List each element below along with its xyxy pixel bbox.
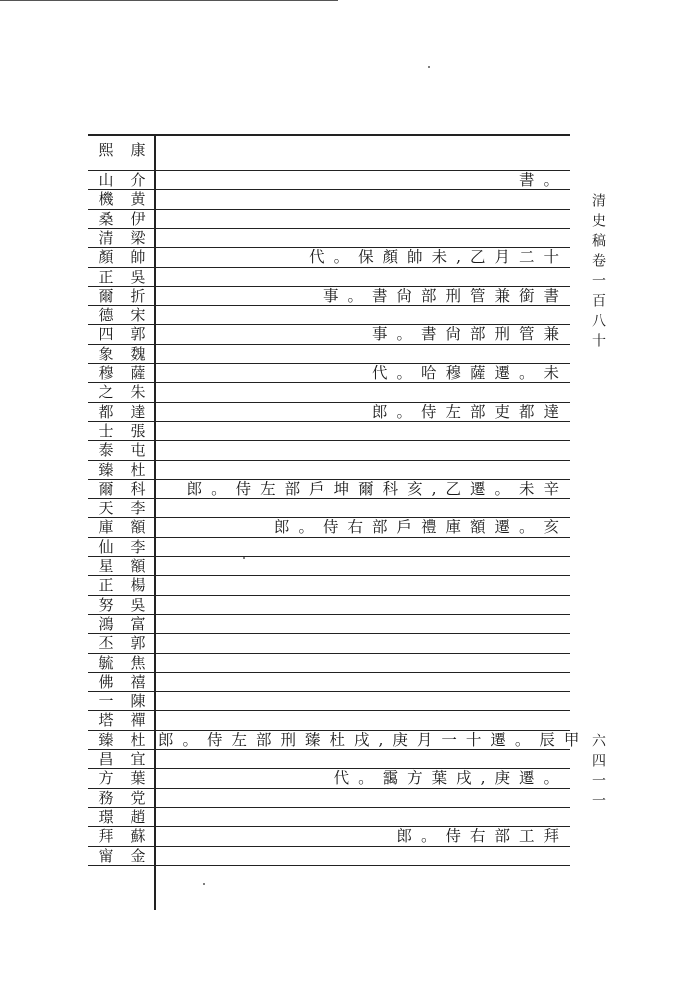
name-char-left: 塔 bbox=[98, 711, 114, 730]
name-cell bbox=[92, 384, 152, 401]
name-char-left: 正 bbox=[98, 576, 114, 595]
record-note: 郎。侍右部戶禮庫額遷。亥 bbox=[273, 518, 568, 537]
row-rule bbox=[88, 286, 570, 287]
name-char-left: 德 bbox=[98, 306, 114, 325]
name-char-right: 富 bbox=[130, 614, 146, 633]
name-char-right: 折 bbox=[130, 286, 146, 305]
row-rule bbox=[88, 595, 570, 596]
name-char-right: 金 bbox=[130, 846, 146, 865]
name-char-right: 梁 bbox=[130, 228, 146, 247]
official-table bbox=[88, 134, 589, 910]
name-char-left: 桑 bbox=[98, 209, 114, 228]
name-char-right: 陳 bbox=[130, 692, 146, 711]
name-cell bbox=[92, 809, 152, 826]
name-char-left: 丕 bbox=[98, 634, 114, 653]
row-rule bbox=[88, 344, 570, 345]
name-char-right: 科 bbox=[130, 479, 146, 498]
name-char-right: 伊 bbox=[130, 209, 146, 228]
name-char-right: 禧 bbox=[130, 672, 146, 691]
row-rule bbox=[88, 189, 570, 190]
name-char-left: 仙 bbox=[98, 537, 114, 556]
name-char-right: 蘇 bbox=[130, 827, 146, 846]
row-rule bbox=[88, 575, 570, 576]
name-cell bbox=[92, 269, 152, 286]
name-char-left: 正 bbox=[98, 267, 114, 286]
name-cell bbox=[92, 481, 152, 498]
name-char-left: 顏 bbox=[98, 248, 114, 267]
name-char-left: 清 bbox=[98, 228, 114, 247]
name-char-left: 士 bbox=[98, 421, 114, 440]
name-char-right: 李 bbox=[130, 499, 146, 518]
name-cell bbox=[92, 442, 152, 459]
scan-speck bbox=[428, 66, 430, 68]
name-cell bbox=[92, 462, 152, 479]
column-divider bbox=[154, 134, 156, 910]
row-rule bbox=[88, 672, 570, 673]
name-cell bbox=[92, 346, 152, 363]
name-char-right: 宜 bbox=[130, 750, 146, 768]
name-char-right: 趙 bbox=[130, 807, 146, 826]
name-char-left: 務 bbox=[98, 788, 114, 807]
record-note: 事。書尙部刑管兼 bbox=[371, 325, 568, 344]
name-char-right: 党 bbox=[130, 788, 146, 807]
name-cell bbox=[92, 635, 152, 652]
record-note: 郎。侍左部刑臻杜戌,庚月一十遷。辰甲 bbox=[158, 730, 589, 749]
name-char-right: 屯 bbox=[130, 441, 146, 460]
name-cell bbox=[92, 848, 152, 865]
row-rule bbox=[88, 730, 570, 731]
name-cell bbox=[92, 577, 152, 594]
name-cell bbox=[92, 770, 152, 787]
row-rule bbox=[88, 788, 570, 789]
row-rule bbox=[88, 807, 570, 808]
name-cell bbox=[92, 423, 152, 440]
page-number: 六四一一 bbox=[590, 733, 606, 813]
row-rule bbox=[88, 267, 570, 268]
name-char-left: 熙 bbox=[98, 141, 114, 159]
row-rule bbox=[88, 691, 570, 692]
row-rule bbox=[88, 402, 570, 403]
row-rule bbox=[88, 247, 570, 248]
row-rule bbox=[88, 846, 570, 847]
name-cell bbox=[92, 790, 152, 807]
name-char-left: 臻 bbox=[98, 730, 114, 749]
record-note: 書。 bbox=[518, 171, 568, 189]
name-char-right: 李 bbox=[130, 537, 146, 556]
name-char-left: 毓 bbox=[98, 653, 114, 672]
name-cell bbox=[92, 172, 152, 189]
name-char-right: 郭 bbox=[130, 325, 146, 344]
name-char-left: 佛 bbox=[98, 672, 114, 691]
row-rule bbox=[88, 556, 570, 557]
top-rule bbox=[0, 0, 338, 1]
name-char-right: 額 bbox=[130, 557, 146, 575]
row-rule bbox=[88, 826, 570, 827]
row-rule bbox=[88, 865, 570, 866]
record-note: 事。書尙部刑管兼銜書 bbox=[322, 286, 568, 305]
row-rule bbox=[88, 498, 570, 499]
name-char-right: 康 bbox=[130, 141, 146, 159]
name-cell bbox=[92, 655, 152, 672]
record-note: 代。靄方葉戌,庚遷。 bbox=[333, 769, 568, 788]
scan-speck bbox=[243, 557, 245, 559]
name-char-left: 璟 bbox=[98, 807, 114, 826]
name-cell bbox=[92, 211, 152, 228]
name-char-left: 甯 bbox=[98, 846, 114, 865]
name-cell bbox=[92, 712, 152, 729]
name-cell bbox=[92, 404, 152, 421]
name-char-right: 吳 bbox=[130, 595, 146, 614]
name-cell bbox=[92, 597, 152, 614]
row-rule bbox=[88, 363, 570, 364]
name-char-left: 一 bbox=[98, 692, 114, 711]
row-rule bbox=[88, 633, 570, 634]
name-cell bbox=[92, 249, 152, 266]
row-rule bbox=[88, 614, 570, 615]
record-note: 代。保顏帥未,乙月二十 bbox=[309, 248, 568, 267]
row-rule bbox=[88, 460, 570, 461]
running-title: 清史稿卷一百八十 bbox=[590, 193, 606, 353]
row-rule bbox=[88, 768, 570, 769]
scan-speck bbox=[203, 883, 205, 885]
name-cell bbox=[92, 616, 152, 633]
name-cell bbox=[92, 500, 152, 517]
name-char-right: 介 bbox=[130, 171, 146, 189]
record-note: 郎。侍左部戶坤爾科亥,乙遷。未辛 bbox=[186, 479, 568, 498]
name-char-right: 郭 bbox=[130, 634, 146, 653]
name-char-right: 魏 bbox=[130, 344, 146, 363]
name-cell bbox=[92, 230, 152, 247]
name-char-right: 葉 bbox=[130, 769, 146, 788]
name-char-right: 朱 bbox=[130, 383, 146, 402]
name-cell bbox=[92, 828, 152, 845]
name-cell bbox=[92, 693, 152, 710]
row-rule bbox=[88, 324, 570, 325]
name-cell bbox=[92, 539, 152, 556]
name-char-right: 楊 bbox=[130, 576, 146, 595]
name-char-left: 象 bbox=[98, 344, 114, 363]
table-top-rule bbox=[88, 134, 570, 136]
row-rule bbox=[88, 479, 570, 480]
name-char-right: 額 bbox=[130, 518, 146, 537]
name-char-left: 拜 bbox=[98, 827, 114, 846]
name-char-left: 庫 bbox=[98, 518, 114, 537]
row-rule bbox=[88, 170, 570, 171]
name-char-left: 天 bbox=[98, 499, 114, 518]
name-char-left: 都 bbox=[98, 402, 114, 421]
name-cell bbox=[92, 326, 152, 343]
row-rule bbox=[88, 710, 570, 711]
name-char-right: 帥 bbox=[130, 248, 146, 267]
row-rule bbox=[88, 517, 570, 518]
name-cell bbox=[92, 751, 152, 768]
row-rule bbox=[88, 209, 570, 210]
name-char-left: 爾 bbox=[98, 479, 114, 498]
name-cell bbox=[92, 732, 152, 749]
row-rule bbox=[88, 749, 570, 750]
name-char-left: 努 bbox=[98, 595, 114, 614]
name-char-left: 機 bbox=[98, 190, 114, 209]
row-rule bbox=[88, 653, 570, 654]
name-char-left: 泰 bbox=[98, 441, 114, 460]
row-rule bbox=[88, 440, 570, 441]
name-char-left: 爾 bbox=[98, 286, 114, 305]
name-cell bbox=[92, 674, 152, 691]
name-cell bbox=[92, 307, 152, 324]
name-char-right: 吳 bbox=[130, 267, 146, 286]
name-char-right: 達 bbox=[130, 402, 146, 421]
name-char-left: 山 bbox=[98, 171, 114, 189]
name-char-left: 四 bbox=[98, 325, 114, 344]
name-cell bbox=[92, 365, 152, 382]
name-char-right: 宋 bbox=[130, 306, 146, 325]
name-char-left: 鴻 bbox=[98, 614, 114, 633]
name-char-left: 之 bbox=[98, 383, 114, 402]
row-rule bbox=[88, 537, 570, 538]
name-cell bbox=[92, 191, 152, 208]
name-cell bbox=[92, 519, 152, 536]
name-char-right: 薩 bbox=[130, 364, 146, 382]
name-char-left: 星 bbox=[98, 557, 114, 575]
name-cell bbox=[92, 142, 152, 159]
name-cell bbox=[92, 288, 152, 305]
row-rule bbox=[88, 382, 570, 383]
name-char-right: 焦 bbox=[130, 653, 146, 672]
name-char-right: 張 bbox=[130, 421, 146, 440]
row-rule bbox=[88, 305, 570, 306]
name-char-right: 禪 bbox=[130, 711, 146, 730]
record-note: 郎。侍右部工拜 bbox=[396, 827, 568, 846]
name-char-right: 杜 bbox=[130, 730, 146, 749]
record-note: 郎。侍左部吏都達 bbox=[371, 402, 568, 421]
name-char-left: 穆 bbox=[98, 364, 114, 382]
row-rule bbox=[88, 228, 570, 229]
name-char-left: 昌 bbox=[98, 750, 114, 768]
name-char-right: 黄 bbox=[130, 190, 146, 209]
name-char-left: 方 bbox=[98, 769, 114, 788]
name-char-left: 臻 bbox=[98, 460, 114, 479]
record-note: 代。哈穆薩遷。未 bbox=[371, 364, 568, 382]
row-rule bbox=[88, 421, 570, 422]
name-char-right: 杜 bbox=[130, 460, 146, 479]
name-cell bbox=[92, 558, 152, 575]
